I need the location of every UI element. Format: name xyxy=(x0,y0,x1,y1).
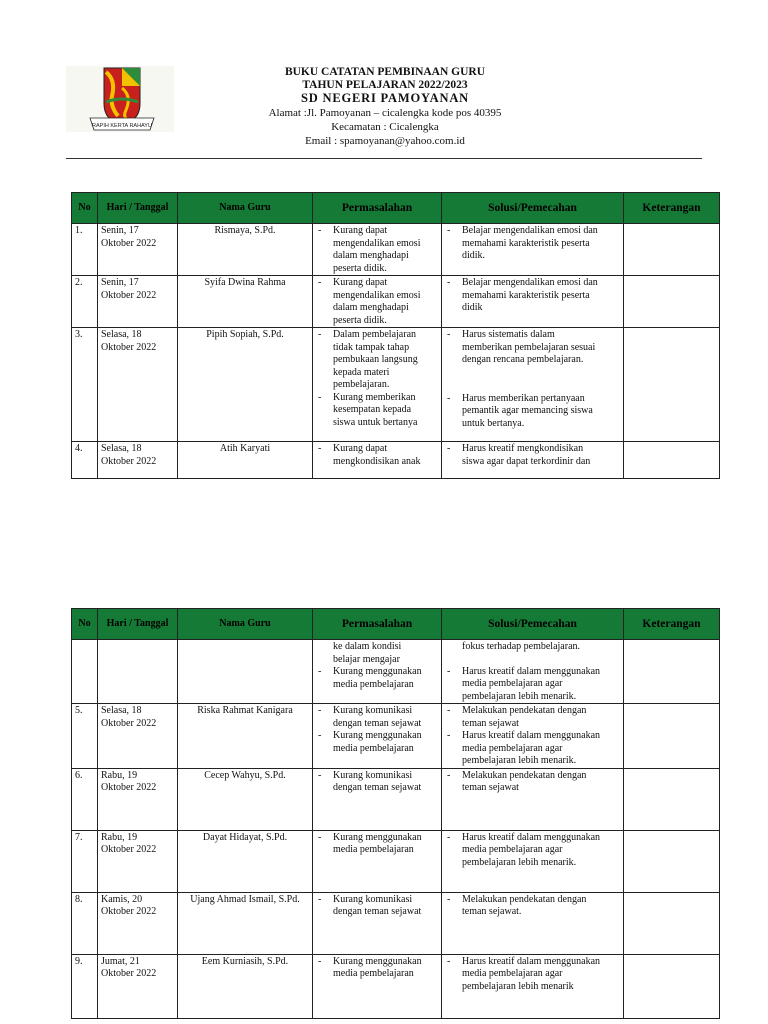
row-number: 4. xyxy=(72,442,98,479)
bullet-dash: - xyxy=(447,277,451,288)
row-number: 7. xyxy=(72,830,98,892)
list-item xyxy=(316,666,438,691)
col-header-note: Keterangan xyxy=(624,193,720,224)
list-item xyxy=(445,666,620,704)
list-item-text: Harus kreatif dalam menggunakan media pembelajaran agar pembelajaran lebih menarik. xyxy=(462,831,601,868)
bullet-dash: - xyxy=(447,955,451,967)
list-item-text: Kurang menggunakan media pembelajaran xyxy=(333,955,422,979)
table-row xyxy=(72,768,720,830)
continued-problem-list xyxy=(316,666,438,691)
row-teacher: Syifa Dwina Rahma xyxy=(178,276,313,328)
continued-solution-list xyxy=(445,666,620,704)
table-row xyxy=(72,892,720,954)
continued-solution-text: fokus terhadap pembelajaran. xyxy=(462,641,581,652)
col-header-teacher: Nama Guru xyxy=(178,193,313,224)
svg-text:RAPIH KERTA RAHAYU: RAPIH KERTA RAHAYU xyxy=(92,123,152,129)
row-date: Rabu, 19 Oktober 2022 xyxy=(98,830,178,892)
list-item-text: Kurang komunikasi dengan teman sejawat xyxy=(333,705,422,729)
list-item xyxy=(445,393,620,431)
header-divider xyxy=(66,158,702,159)
col-header-date: Hari / Tanggal xyxy=(98,609,178,640)
col-header-problem: Permasalahan xyxy=(313,193,442,224)
row-note xyxy=(624,640,720,704)
col-header-no: No xyxy=(72,193,98,224)
row-date: Selasa, 18 Oktober 2022 xyxy=(98,328,178,442)
list-item-text: Kurang dapat mengkondisikan anak xyxy=(333,443,421,467)
row-note xyxy=(624,328,720,442)
list-item-text: Harus kreatif mengkondisikan siswa agar dapat terkordinir dan xyxy=(462,443,591,467)
list-item xyxy=(316,705,438,730)
bullet-dash: - xyxy=(318,277,322,288)
row-number: 6. xyxy=(72,768,98,830)
table-row xyxy=(72,276,720,328)
row-problems xyxy=(313,954,442,1018)
list-item xyxy=(445,705,620,730)
row-problems xyxy=(313,276,442,328)
bullet-dash: - xyxy=(447,225,451,236)
row-note xyxy=(624,704,720,769)
list-item xyxy=(316,730,438,755)
row-number: 2. xyxy=(72,276,98,328)
list-item-text: Kurang dapat mengendalikan emosi dalam menghadapi peserta didik. xyxy=(333,225,421,274)
row-note xyxy=(624,954,720,1018)
list-item-text: Harus sistematis dalam memberikan pembelajaran sesuai dengan rencana pembelajaran. xyxy=(462,329,596,365)
row-note xyxy=(624,442,720,479)
school-address: Alamat :Jl. Pamoyanan – cicalengka kode pos 40395 xyxy=(268,107,502,119)
row-solutions xyxy=(442,224,624,276)
row-date: Selasa, 18 Oktober 2022 xyxy=(98,704,178,769)
row-solutions xyxy=(442,640,624,704)
row-date xyxy=(98,640,178,704)
list-item-text: Melakukan pendekatan dengan teman sejawat xyxy=(462,705,587,729)
col-header-solution: Solusi/Pemecahan xyxy=(442,193,624,224)
list-item-text: Kurang dapat mengendalikan emosi dalam menghadapi peserta didik. xyxy=(333,277,421,326)
list-item xyxy=(445,329,620,367)
row-number xyxy=(72,640,98,704)
list-item xyxy=(316,392,438,430)
col-header-teacher: Nama Guru xyxy=(178,609,313,640)
bullet-dash: - xyxy=(447,443,451,454)
row-date: Senin, 17 Oktober 2022 xyxy=(98,224,178,276)
bullet-dash: - xyxy=(447,329,451,340)
row-note xyxy=(624,276,720,328)
row-problems xyxy=(313,442,442,479)
bullet-dash: - xyxy=(318,769,322,781)
list-item-text: Melakukan pendekatan dengan teman sejawat xyxy=(462,769,587,793)
row-teacher xyxy=(178,640,313,704)
list-item xyxy=(445,956,620,994)
list-item xyxy=(316,894,438,919)
bullet-dash: - xyxy=(447,730,451,741)
document-header xyxy=(250,66,520,105)
col-header-date: Hari / Tanggal xyxy=(98,193,178,224)
row-problems xyxy=(313,224,442,276)
row-solutions xyxy=(442,276,624,328)
list-item xyxy=(316,329,438,392)
list-item xyxy=(445,225,620,263)
row-teacher: Ujang Ahmad Ismail, S.Pd. xyxy=(178,892,313,954)
list-item xyxy=(316,770,438,795)
row-date: Kamis, 20 Oktober 2022 xyxy=(98,892,178,954)
list-item-text: Kurang komunikasi dengan teman sejawat xyxy=(333,893,422,917)
row-problems xyxy=(313,328,442,442)
row-solutions xyxy=(442,328,624,442)
list-item-text: Kurang memberikan kesempatan kepada siswa untuk bertanya xyxy=(333,391,418,428)
row-solutions xyxy=(442,704,624,769)
bullet-dash: - xyxy=(318,705,322,716)
col-header-solution: Solusi/Pemecahan xyxy=(442,609,624,640)
list-item xyxy=(316,956,438,981)
row-teacher: Eem Kurniasih, S.Pd. xyxy=(178,954,313,1018)
bullet-dash: - xyxy=(318,893,322,905)
table-row xyxy=(72,442,720,479)
row-solutions xyxy=(442,892,624,954)
bullet-dash: - xyxy=(447,893,451,905)
col-header-note: Keterangan xyxy=(624,609,720,640)
row-problems xyxy=(313,704,442,769)
bullet-dash: - xyxy=(447,769,451,781)
list-item-text: Dalam pembelajaran tidak tampak tahap pembukaan langsung kepada materi pembelajaran. xyxy=(333,329,418,390)
table-row xyxy=(72,704,720,769)
row-teacher: Pipih Sopiah, S.Pd. xyxy=(178,328,313,442)
list-item xyxy=(445,277,620,315)
row-problems xyxy=(313,640,442,704)
bullet-dash: - xyxy=(318,329,322,340)
list-item-text: Melakukan pendekatan dengan teman sejawat. xyxy=(462,893,587,917)
row-number: 8. xyxy=(72,892,98,954)
list-item-text: Belajar mengendalikan emosi dan memahami karakteristik peserta didik xyxy=(462,277,598,313)
row-note xyxy=(624,830,720,892)
bullet-dash: - xyxy=(447,665,451,677)
list-item xyxy=(445,730,620,768)
list-item xyxy=(316,832,438,857)
continuation-row xyxy=(72,640,720,704)
list-item-text: Belajar mengendalikan emosi dan memahami karakteristik peserta didik. xyxy=(462,225,598,261)
row-teacher: Rismaya, S.Pd. xyxy=(178,224,313,276)
list-item-text: Harus memberikan pertanyaan pemantik agar memancing siswa untuk bertanya. xyxy=(462,392,593,429)
row-date: Rabu, 19 Oktober 2022 xyxy=(98,768,178,830)
continued-problem-text: ke dalam kondisi belajar mengajar xyxy=(333,641,402,665)
list-item-text: Kurang menggunakan media pembelajaran xyxy=(333,831,422,855)
list-item-text: Kurang komunikasi dengan teman sejawat xyxy=(333,769,422,793)
school-contact xyxy=(200,106,570,148)
row-teacher: Cecep Wahyu, S.Pd. xyxy=(178,768,313,830)
list-item xyxy=(445,894,620,919)
row-solutions xyxy=(442,954,624,1018)
col-header-problem: Permasalahan xyxy=(313,609,442,640)
bullet-dash: - xyxy=(318,391,322,403)
coaching-table-page-2 xyxy=(71,608,720,1019)
bullet-dash: - xyxy=(318,666,322,677)
row-note xyxy=(624,224,720,276)
school-district-logo xyxy=(66,66,174,132)
list-item-text: Harus kreatif dalam menggunakan media pembelajaran agar pembelajaran lebih menarik. xyxy=(462,730,601,766)
coaching-table-page-1 xyxy=(71,192,720,479)
list-item-text: Kurang menggunakan media pembelajaran xyxy=(333,666,422,690)
row-teacher: Dayat Hidayat, S.Pd. xyxy=(178,830,313,892)
table-row xyxy=(72,954,720,1018)
row-number: 3. xyxy=(72,328,98,442)
row-teacher: Atih Karyati xyxy=(178,442,313,479)
list-item xyxy=(316,277,438,327)
row-note xyxy=(624,768,720,830)
list-item xyxy=(316,225,438,275)
school-name: SD NEGERI PAMOYANAN xyxy=(301,91,469,105)
row-date: Selasa, 18 Oktober 2022 xyxy=(98,442,178,479)
row-solutions xyxy=(442,830,624,892)
bullet-dash: - xyxy=(447,831,451,843)
col-header-no: No xyxy=(72,609,98,640)
row-solutions xyxy=(442,768,624,830)
table-row xyxy=(72,224,720,276)
row-problems xyxy=(313,768,442,830)
list-item-text: Harus kreatif dalam menggunakan media pembelajaran agar pembelajaran lebih menarik xyxy=(462,955,601,992)
list-item xyxy=(445,770,620,795)
row-date: Jumat, 21 Oktober 2022 xyxy=(98,954,178,1018)
bullet-dash: - xyxy=(447,392,451,404)
list-item-text: Harus kreatif dalam menggunakan media pembelajaran agar pembelajaran lebih menarik. xyxy=(462,665,601,702)
list-item xyxy=(445,443,620,468)
table-row xyxy=(72,830,720,892)
bullet-dash: - xyxy=(318,955,322,967)
list-item-text: Kurang menggunakan media pembelajaran xyxy=(333,730,422,754)
table-row xyxy=(72,328,720,442)
row-problems xyxy=(313,892,442,954)
row-note xyxy=(624,892,720,954)
row-number: 5. xyxy=(72,704,98,769)
bullet-dash: - xyxy=(318,831,322,843)
row-solutions xyxy=(442,442,624,479)
list-item xyxy=(316,443,438,468)
academic-year: TAHUN PELAJARAN 2022/2023 xyxy=(302,79,468,91)
list-item xyxy=(445,832,620,870)
row-number: 9. xyxy=(72,954,98,1018)
school-district: Kecamatan : Cicalengka xyxy=(331,121,439,133)
document-title: BUKU CATATAN PEMBINAAN GURU xyxy=(284,66,486,78)
row-date: Senin, 17 Oktober 2022 xyxy=(98,276,178,328)
bullet-dash: - xyxy=(318,443,322,454)
row-problems xyxy=(313,830,442,892)
bullet-dash: - xyxy=(318,730,322,741)
school-email: Email : spamoyanan@yahoo.com.id xyxy=(305,135,465,147)
bullet-dash: - xyxy=(318,225,322,236)
bullet-dash: - xyxy=(447,705,451,716)
row-number: 1. xyxy=(72,224,98,276)
row-teacher: Riska Rahmat Kanigara xyxy=(178,704,313,769)
